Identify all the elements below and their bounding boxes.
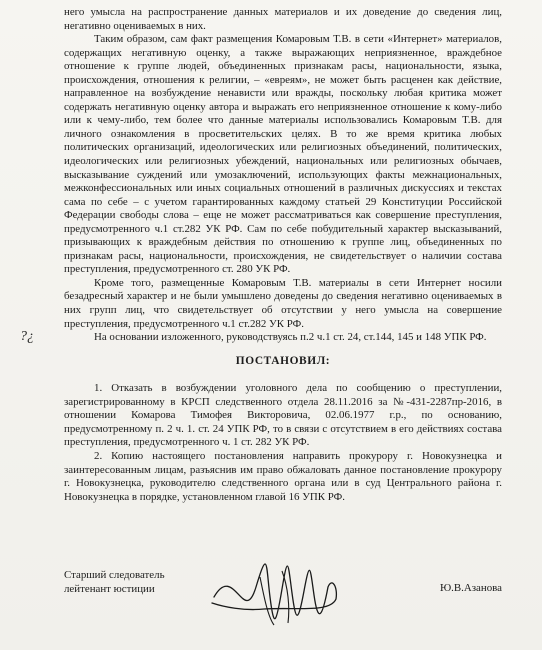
signer-position — [64, 569, 165, 596]
handwritten-signature-icon — [204, 557, 344, 629]
paragraph-reasoning: Таким образом, сам факт размещения Комаровым Т.В. в сети «Интернет» материалов, содержащих негативную оценку, а также выражающих неприязненное, враждебное отношение к группе людей, объединенных признакам расы, национальности, языка, происхождения, отношения к религии, – «евреям», не может быть расценен как действие, направленное на возбуждение ненависти или вражды, поскольку любая критика может содержать негативную оценку автора и выражать его неприязненное отношение к кому-либо или к чему-либо, тем более что данные материалы использовались Комаровым Т.В. для личного ознакомления в просветительских целях. В то же время критика любых политических организаций, идеологических или религиозных объединений, политических, идеологических или религиозных убеждений, национальных или религиозных обычаев, высказывание суждений или умозаключений, использующих факты межнациональных, межконфессиональных или иных социальных отношений в различных дискуссиях и текстах сама по себе – с учетом гарантированных каждому статьей 29 Конституции Российской Федерации свободы слова – еще не может рассматриваться как совершение преступления, предусмотренного ч.1 ст.282 УК РФ. Сам по себе побудительный характер высказываний, призывающих к враждебным действия по отношению к группе лиц, объединенных по признакам расы, национальности, происхождения, не свидетельствует о наличии состава преступления, предусмотренного ст. 280 УК РФ. — [64, 33, 502, 276]
signature-block — [64, 565, 502, 625]
resolution-item-2: 2. Копию настоящего постановления направить прокурору г. Новокузнецка и заинтересованным лицам, разъяснив им право обжаловать данное постановление прокурору г. Новокузнецка, руководителю следственного органа или в суд Центрального района г. Новокузнецка в порядке, установленном главой 16 УПК РФ. — [64, 449, 502, 503]
signer-name: Ю.В.Азанова — [439, 582, 502, 594]
paragraph-basis: На основании изложенного, руководствуясь п.2 ч.1 ст. 24, ст.144, 145 и 148 УПК РФ. — [94, 331, 487, 344]
paragraph-additional: Кроме того, размещенные Комаровым Т.В. материалы в сети Интернет носили безадресный характер и не были умышлено доведены до сведения негативно оцениваемых в них групп лиц, что свидетельствует об отсутствии у него умысла на совершение преступления, предусмотренного ч.1 ст.282 УК РФ. — [64, 276, 502, 330]
paragraph-intro: него умысла на распространение данных материалов и их доведение до сведения лиц, негативно оцениваемых в них. — [64, 6, 502, 32]
signer-position-line1: Старший следователь — [64, 569, 165, 581]
resolution-item-1: 1. Отказать в возбуждении уголовного дела по сообщению о преступлении, зарегистрированному в КРСП следственного отдела 28.11.2016 за №-431-2287пр-2016, в отношении Комарова Тимофея Викторовича, 02.06.1977 г.р., по основанию, предусмотренному п. 2 ч. 1. ст. 24 УПК РФ, то в связи с отсутствием в его действиях состава преступления, предусмотренного ч. 1 ст. 282 УК РФ. — [64, 382, 502, 449]
margin-handwritten-mark: ?¿ — [20, 329, 34, 344]
resolution-title: ПОСТАНОВИЛ: — [235, 354, 331, 367]
signer-position-line2: лейтенант юстиции — [64, 582, 155, 595]
